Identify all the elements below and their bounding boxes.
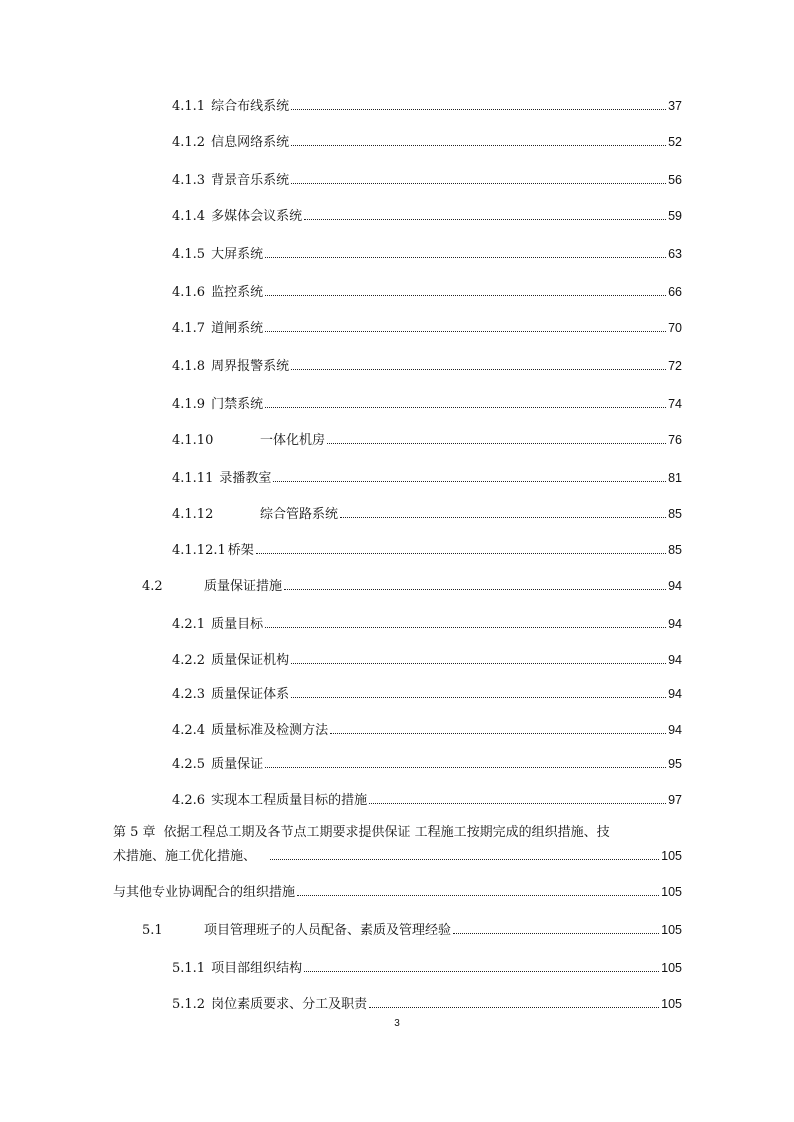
- toc-title: 门禁系统: [211, 397, 264, 412]
- toc-number: 第 5 章: [113, 825, 156, 840]
- dot-leader: [256, 552, 666, 554]
- dot-leader: [340, 516, 666, 518]
- toc-entry-chapter-5-line-2[interactable]: [113, 847, 682, 866]
- dot-leader: [265, 256, 666, 258]
- toc-page-number: 70: [668, 321, 682, 335]
- toc-entry-chapter-5-line-1[interactable]: [113, 824, 610, 842]
- dot-leader: [265, 406, 666, 408]
- dot-leader: [270, 858, 659, 860]
- dot-leader: [265, 766, 666, 768]
- toc-number: 4.1.6: [172, 285, 206, 300]
- toc-number: 4.1.3: [172, 173, 206, 188]
- toc-page-number: 72: [668, 359, 682, 373]
- toc-entry-4-2[interactable]: [142, 577, 682, 596]
- toc-title: 质量保证机构: [211, 653, 290, 668]
- toc-page-number: 76: [668, 433, 682, 447]
- toc-number: 4.1.12.1: [172, 543, 226, 558]
- toc-title: 依据工程总工期及各节点工期要求提供保证 工程施工按期完成的组织措施、技: [163, 825, 610, 840]
- toc-entry-4-2-6[interactable]: [172, 791, 682, 810]
- toc-page-number: 105: [661, 997, 682, 1011]
- toc-number: 4.1.8: [172, 359, 206, 374]
- toc-title: 质量保证: [211, 757, 264, 772]
- toc-entry-4-1-8[interactable]: [172, 357, 682, 376]
- toc-entry-4-1-5[interactable]: [172, 245, 682, 264]
- page-number: 3: [394, 1018, 400, 1029]
- toc-page-number: 105: [661, 923, 682, 937]
- toc-entry-4-1-3[interactable]: [172, 171, 682, 190]
- toc-number: 4.1.4: [172, 209, 206, 224]
- toc-number: 4.1.11: [172, 471, 214, 486]
- toc-title: 质量保证措施: [204, 579, 283, 594]
- toc-page-number: 52: [668, 135, 682, 149]
- dot-leader: [453, 932, 659, 934]
- dot-leader: [369, 1006, 659, 1008]
- toc-page-number: 94: [668, 617, 682, 631]
- toc-number: 5.1: [142, 923, 163, 938]
- toc-page-number: 85: [668, 543, 682, 557]
- toc-entry-4-1-2[interactable]: [172, 133, 682, 152]
- toc-entry-5-1[interactable]: [142, 921, 682, 940]
- toc-number: 4.2: [142, 579, 163, 594]
- toc-number: 4.1.12: [172, 507, 214, 522]
- toc-title: 录播教室: [219, 471, 272, 486]
- toc-page-number: 105: [661, 885, 682, 899]
- toc-number: 4.1.9: [172, 397, 206, 412]
- dot-leader: [304, 218, 666, 220]
- toc-entry-4-2-1[interactable]: [172, 615, 682, 634]
- toc-entry-4-1-11[interactable]: [172, 469, 682, 488]
- toc-entry-4-1-6[interactable]: [172, 283, 682, 302]
- dot-leader: [369, 802, 666, 804]
- toc-page-number: 74: [668, 397, 682, 411]
- toc-title: 多媒体会议系统: [211, 209, 303, 224]
- toc-title: 术措施、施工优化措施、: [113, 849, 257, 864]
- toc-number: 4.1.5: [172, 247, 206, 262]
- toc-page-number: 66: [668, 285, 682, 299]
- toc-page-number: 85: [668, 507, 682, 521]
- toc-page-number: 94: [668, 653, 682, 667]
- toc-title: 周界报警系统: [211, 359, 290, 374]
- dot-leader: [265, 330, 666, 332]
- dot-leader: [291, 182, 666, 184]
- toc-entry-4-2-5[interactable]: [172, 755, 682, 774]
- dot-leader: [297, 894, 659, 896]
- dot-leader: [284, 588, 666, 590]
- toc-entry-4-1-9[interactable]: [172, 395, 682, 414]
- toc-number: 4.2.1: [172, 617, 206, 632]
- toc-title: 背景音乐系统: [211, 173, 290, 188]
- toc-page-number: 94: [668, 687, 682, 701]
- toc-number: 4.1.2: [172, 135, 206, 150]
- toc-page-number: 63: [668, 247, 682, 261]
- dot-leader: [330, 732, 666, 734]
- toc-title: 质量标准及检测方法: [211, 723, 329, 738]
- toc-title: 质量目标: [211, 617, 264, 632]
- toc-number: 4.2.4: [172, 723, 206, 738]
- toc-page-number: 105: [661, 849, 682, 863]
- toc-title: 项目部组织结构: [211, 961, 303, 976]
- toc-number: 4.2.2: [172, 653, 206, 668]
- toc-title: 综合管路系统: [260, 507, 339, 522]
- dot-leader: [265, 626, 666, 628]
- toc-title: 道闸系统: [211, 321, 264, 336]
- dot-leader: [291, 696, 666, 698]
- toc-entry-4-1-12[interactable]: [172, 505, 682, 524]
- toc-entry-coordination[interactable]: [113, 883, 682, 902]
- toc-title: 桥架: [227, 543, 254, 558]
- dot-leader: [291, 368, 666, 370]
- toc-entry-4-2-4[interactable]: [172, 721, 682, 740]
- toc-number: 4.2.5: [172, 757, 206, 772]
- toc-title: 岗位素质要求、分工及职责: [211, 997, 368, 1012]
- toc-entry-4-1-12-1[interactable]: [172, 541, 682, 560]
- toc-title: 与其他专业协调配合的组织措施: [113, 885, 296, 900]
- toc-page-number: 37: [668, 99, 682, 113]
- toc-entry-4-1-1[interactable]: [172, 97, 682, 116]
- dot-leader: [265, 294, 666, 296]
- toc-title: 信息网络系统: [211, 135, 290, 150]
- dot-leader: [304, 970, 659, 972]
- toc-page-number: 105: [661, 961, 682, 975]
- toc-entry-4-1-10[interactable]: [172, 431, 682, 450]
- toc-entry-4-2-3[interactable]: [172, 685, 682, 704]
- toc-page-number: 56: [668, 173, 682, 187]
- dot-leader: [273, 480, 666, 482]
- toc-number: 4.1.1: [172, 99, 206, 114]
- toc-title: 项目管理班子的人员配备、素质及管理经验: [204, 923, 452, 938]
- toc-number: 5.1.2: [172, 997, 206, 1012]
- toc-entry-4-2-2[interactable]: [172, 651, 682, 670]
- dot-leader: [291, 108, 666, 110]
- toc-number: 4.2.6: [172, 793, 206, 808]
- toc-page-number: 94: [668, 723, 682, 737]
- toc-number: 4.2.3: [172, 687, 206, 702]
- toc-entry-4-1-7[interactable]: [172, 319, 682, 338]
- toc-number: 4.1.7: [172, 321, 206, 336]
- toc-title: 一体化机房: [260, 433, 326, 448]
- dot-leader: [291, 662, 666, 664]
- toc-title: 监控系统: [211, 285, 264, 300]
- toc-title: 实现本工程质量目标的措施: [211, 793, 368, 808]
- toc-entry-4-1-4[interactable]: [172, 207, 682, 226]
- dot-leader: [327, 442, 666, 444]
- toc-number: 4.1.10: [172, 433, 214, 448]
- toc-title: 大屏系统: [211, 247, 264, 262]
- toc-page-number: 97: [668, 793, 682, 807]
- toc-page-number: 94: [668, 579, 682, 593]
- toc-title: 质量保证体系: [211, 687, 290, 702]
- toc-number: 5.1.1: [172, 961, 206, 976]
- toc-page-number: 81: [668, 471, 682, 485]
- toc-title: 综合布线系统: [211, 99, 290, 114]
- toc-entry-5-1-1[interactable]: [172, 959, 682, 978]
- toc-entry-5-1-2[interactable]: [172, 995, 682, 1014]
- toc-page-number: 95: [668, 757, 682, 771]
- toc-page-number: 59: [668, 209, 682, 223]
- dot-leader: [291, 144, 666, 146]
